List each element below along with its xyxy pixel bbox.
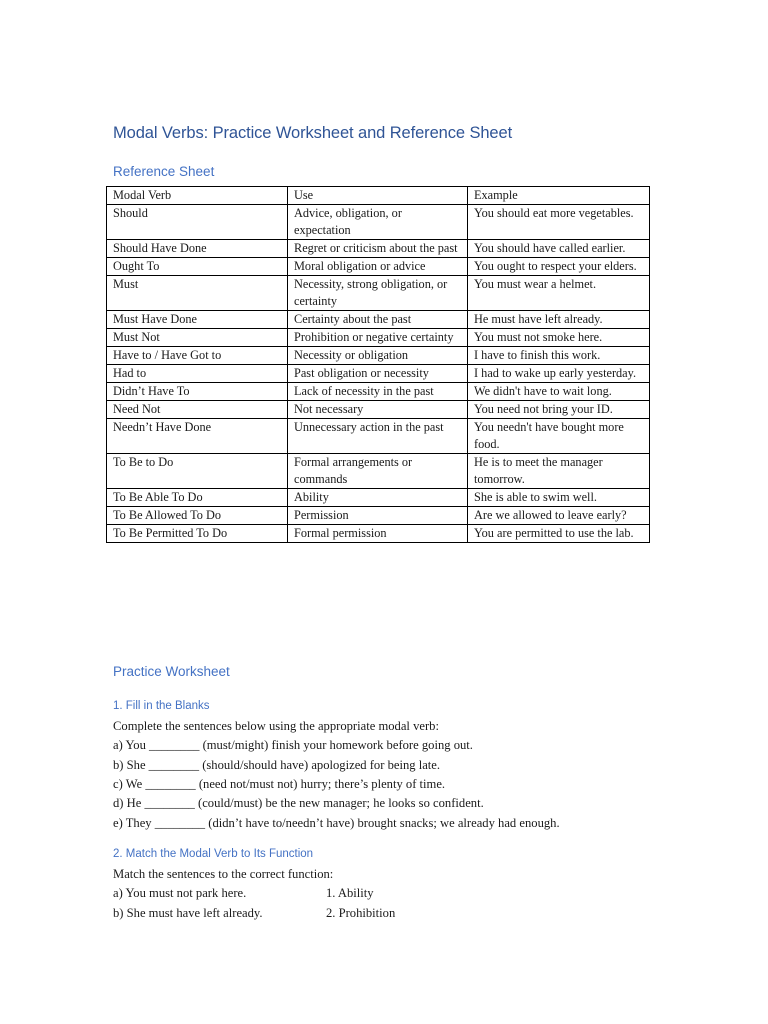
use-cell: Certainty about the past [288,311,468,329]
column-header-example: Example [468,187,650,205]
column-header-modal-verb: Modal Verb [107,187,288,205]
modal-verb-cell: Need Not [107,401,288,419]
table-row [107,347,650,365]
modal-verb-cell: Had to [107,365,288,383]
example-cell: You must not smoke here. [468,329,650,347]
reference-heading: Reference Sheet [113,164,215,179]
section-2-instruction: Match the sentences to the correct function: [113,867,334,881]
table-row [107,205,650,240]
fill-blank-item: b) She ________ (should/should have) apologized for being late. [113,758,441,772]
example-cell: He is to meet the manager tomorrow. [468,454,650,489]
use-cell: Permission [288,507,468,525]
use-cell: Moral obligation or advice [288,258,468,276]
example-cell: You must wear a helmet. [468,276,650,311]
example-cell: I had to wake up early yesterday. [468,365,650,383]
fill-blank-item: a) You ________ (must/might) finish your homework before going out. [113,738,473,752]
example-cell: You ought to respect your elders. [468,258,650,276]
table-row [107,258,650,276]
fill-blank-item: c) We ________ (need not/must not) hurry; there’s plenty of time. [113,777,446,791]
table-row [107,276,650,311]
match-sentence: b) She must have left already. [113,906,263,920]
match-function: 1. Ability [326,886,374,900]
modal-verb-cell: Must Not [107,329,288,347]
use-cell: Lack of necessity in the past [288,383,468,401]
use-cell: Unnecessary action in the past [288,419,468,454]
use-cell: Not necessary [288,401,468,419]
section-2-heading: 2. Match the Modal Verb to Its Function [113,848,314,860]
example-cell: You needn't have bought more food. [468,419,650,454]
modal-verb-cell: Must [107,276,288,311]
example-cell: She is able to swim well. [468,489,650,507]
modal-verb-cell: Should Have Done [107,240,288,258]
practice-heading: Practice Worksheet [113,664,230,679]
modal-verb-cell: Have to / Have Got to [107,347,288,365]
modal-verb-cell: Ought To [107,258,288,276]
match-sentence: a) You must not park here. [113,886,247,900]
table-row [107,401,650,419]
example-cell: You need not bring your ID. [468,401,650,419]
example-cell: You should have called earlier. [468,240,650,258]
use-cell: Necessity, strong obligation, or certainty [288,276,468,311]
use-cell: Past obligation or necessity [288,365,468,383]
table-row [107,383,650,401]
use-cell: Advice, obligation, or expectation [288,205,468,240]
table-row [107,311,650,329]
modal-verb-cell: Should [107,205,288,240]
table-row [107,329,650,347]
table-row [107,507,650,525]
table-row [107,419,650,454]
use-cell: Regret or criticism about the past [288,240,468,258]
section-1-heading: 1. Fill in the Blanks [113,700,210,712]
table-header-row [107,187,650,205]
modal-verb-cell: Didn’t Have To [107,383,288,401]
example-cell: You are permitted to use the lab. [468,525,650,543]
table-row [107,454,650,489]
use-cell: Ability [288,489,468,507]
table-row [107,365,650,383]
use-cell: Prohibition or negative certainty [288,329,468,347]
modal-verb-cell: To Be Able To Do [107,489,288,507]
use-cell: Formal permission [288,525,468,543]
modal-verb-cell: Needn’t Have Done [107,419,288,454]
modal-verb-cell: To Be to Do [107,454,288,489]
table-row [107,240,650,258]
table-row [107,525,650,543]
column-header-use: Use [288,187,468,205]
section-1-instruction: Complete the sentences below using the appropriate modal verb: [113,719,439,733]
fill-blank-item: d) He ________ (could/must) be the new manager; he looks so confident. [113,796,484,810]
table-row [107,489,650,507]
example-cell: Are we allowed to leave early? [468,507,650,525]
fill-blank-item: e) They ________ (didn’t have to/needn’t have) brought snacks; we already had enough. [113,816,560,830]
match-function: 2. Prohibition [326,906,396,920]
use-cell: Formal arrangements or commands [288,454,468,489]
example-cell: You should eat more vegetables. [468,205,650,240]
modal-verb-cell: To Be Allowed To Do [107,507,288,525]
example-cell: He must have left already. [468,311,650,329]
document-title: Modal Verbs: Practice Worksheet and Reference Sheet [113,124,513,142]
use-cell: Necessity or obligation [288,347,468,365]
reference-table [106,186,650,543]
example-cell: I have to finish this work. [468,347,650,365]
example-cell: We didn't have to wait long. [468,383,650,401]
modal-verb-cell: Must Have Done [107,311,288,329]
modal-verb-cell: To Be Permitted To Do [107,525,288,543]
